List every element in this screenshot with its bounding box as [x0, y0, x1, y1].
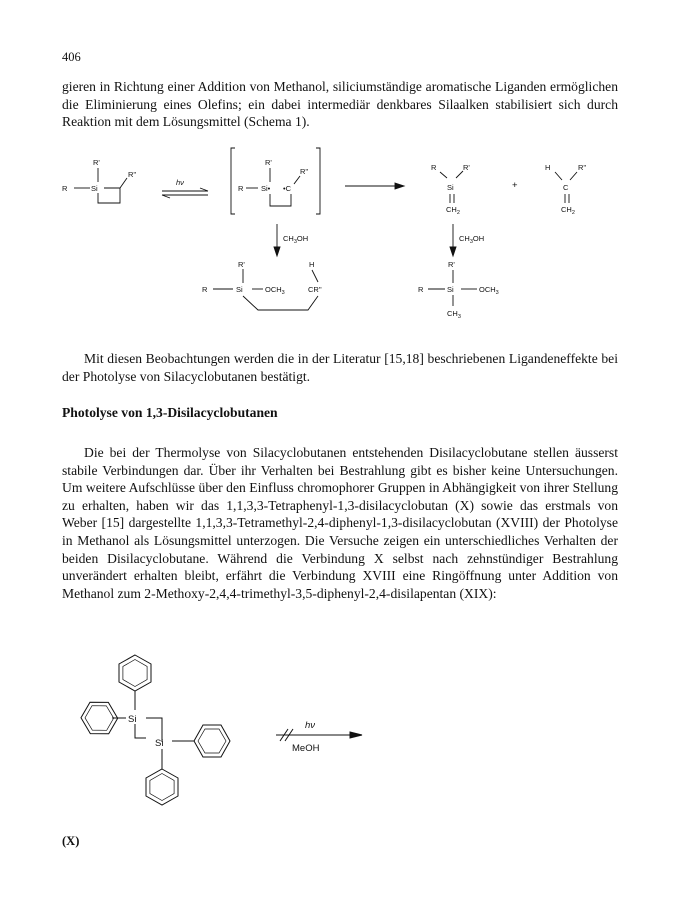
cr2-label: CR'' — [308, 285, 322, 294]
substituent-r2-label: R'' — [300, 167, 309, 176]
methanol-label: $CH_3OH$ — [283, 234, 309, 245]
silicon-label: Si — [155, 738, 164, 749]
substituent-r1-label: R' — [238, 260, 245, 269]
compound-label: (X) — [62, 834, 80, 848]
substituent-r-label: R — [62, 184, 68, 193]
substituent-r-label: R — [202, 285, 208, 294]
substituent-r1-label: R' — [448, 260, 455, 269]
substituent-r1-label: R' — [463, 163, 470, 172]
methoxy-label: $OCH_3$ — [265, 285, 285, 296]
substituent-r1-label: R' — [93, 158, 100, 167]
paragraph-intro: gieren in Richtung einer Addition von Methanol, siliciumständige aromatische Liganden ermöglichen die Eliminierung eines Olefins; ein dabei intermediär denkbares Silaalken stabilisiert sich durch Reaktion mit dem Lösungsmittel (Schema 1). — [62, 79, 618, 130]
reaction-x — [0, 632, 680, 912]
carbon-label: C — [563, 183, 569, 192]
hv-label: hν — [305, 720, 316, 731]
hv-label: hν — [176, 178, 184, 187]
methoxy-label: $OCH_3$ — [479, 285, 499, 296]
section-heading: Photolyse von 1,3-Disilacyclobutanen — [62, 405, 278, 420]
methyl-label: $CH_3$ — [447, 309, 461, 320]
silicon-label: Si — [91, 184, 98, 193]
page-number: 406 — [62, 50, 81, 64]
carbon-radical-label: •C — [283, 184, 292, 193]
paragraph-observations: Mit diesen Beobachtungen werden die in der Literatur [15,18] beschriebenen Ligandeneffekte bei der Photolyse von Silacyclobutanen bestätigt. — [62, 351, 618, 384]
ch2-label: $CH_2$ — [561, 205, 575, 216]
substituent-r2-label: R'' — [578, 163, 587, 172]
hydrogen-label: H — [545, 163, 551, 172]
silicon-label: Si — [447, 285, 454, 294]
methanol-label: $CH_3OH$ — [459, 234, 485, 245]
substituent-r-label: R — [431, 163, 437, 172]
hydrogen-label: H — [309, 260, 315, 269]
scheme-1 — [0, 0, 680, 340]
silicon-label: Si — [128, 714, 137, 725]
substituent-r-label: R — [238, 184, 244, 193]
ch2-label: $CH_2$ — [446, 205, 460, 216]
substituent-r2-label: R'' — [128, 170, 137, 179]
silicon-label: Si — [236, 285, 243, 294]
substituent-r1-label: R' — [265, 158, 272, 167]
silicon-radical-label: Si• — [261, 184, 271, 193]
paragraph-disilacyclobutanes: Die bei der Thermolyse von Silacyclobutanen entstehenden Disilacyclobutane stellen äusserst stabile Verbindungen dar. Über ihr Verhalten bei Bestrahlung gibt es bisher keine Untersuchungen. Um weitere Aufschlüsse über den Einfluss chromophorer Gruppen in Abhängigkeit von ihrer Stellung zu erhalten, haben wir das 1,1,3,3-Tetraphenyl-1,3-disilacyclobutan (X) sowie das erstmals von Weber [15] dargestellte 1,1,3,3-Tetramethyl-2,4-diphenyl-1,3-disilacyclobutan (XVIII) der Photolyse in Methanol als Lösungsmittel unterzogen. Die Versuche zeigen ein unterschiedliches Verhalten der beiden Disilacyclobutane. Während die Verbindung X selbst nach zehnstündiger Bestrahlung unverändert erhalten bleibt, erfährt die Verbindung XVIII eine Ringöffnung unter Addition von Methanol zum 2-Methoxy-2,4,4-trimethyl-3,5-diphenyl-2,4-disilapentan (XIX): — [62, 445, 618, 601]
silicon-label: Si — [447, 183, 454, 192]
substituent-r-label: R — [418, 285, 424, 294]
plus-sign: + — [512, 180, 518, 191]
solvent-label: MeOH — [292, 743, 320, 754]
